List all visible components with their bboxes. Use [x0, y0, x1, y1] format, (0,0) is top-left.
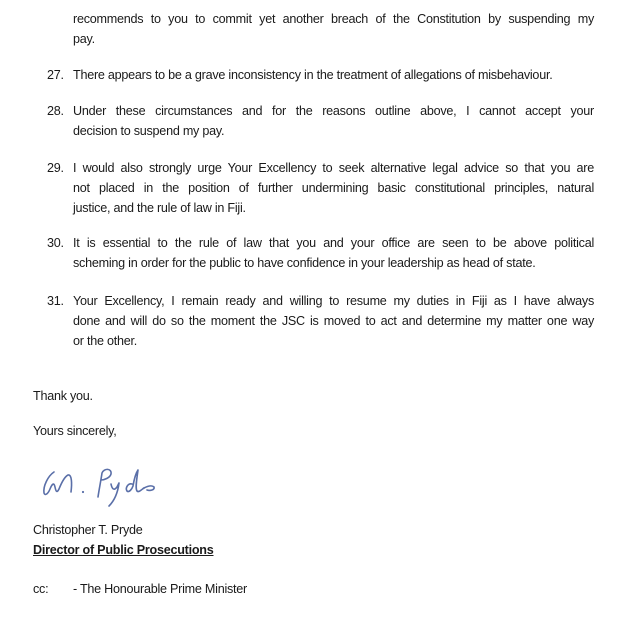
signature-image [38, 460, 168, 510]
paragraph-line: or the other. [73, 333, 137, 348]
paragraph-continued [73, 10, 594, 50]
paragraph-30 [47, 234, 594, 274]
paragraph-27 [47, 66, 594, 86]
paragraph-number: 29. [47, 161, 64, 175]
paragraph-line: Your Excellency, I remain ready and willing to resume my duties in Fiji as I have always [73, 294, 594, 308]
salutation-text: Yours sincerely, [33, 424, 117, 438]
paragraph-line: decision to suspend my pay. [73, 123, 225, 138]
paragraph-line: pay. [73, 31, 95, 46]
paragraph-line: Under these circumstances and for the reasons outline above, I cannot accept your [73, 104, 594, 118]
paragraph-number: 31. [47, 294, 64, 308]
signatory-title: Director of Public Prosecutions [33, 543, 214, 557]
paragraph-number: 27. [47, 68, 64, 82]
paragraph-number: 30. [47, 236, 64, 250]
closing-text: Thank you. [33, 389, 93, 403]
paragraph-29 [47, 159, 594, 218]
paragraph-line: scheming in order for the public to have confidence in your leadership as head of state. [73, 255, 536, 270]
paragraph-line: I would also strongly urge Your Excellency to seek alternative legal advice so that you are [73, 161, 594, 175]
paragraph-line: recommends to you to commit yet another breach of the Constitution by suspending my [73, 12, 594, 26]
paragraph-line: done and will do so the moment the JSC is moved to act and determine my matter one way [73, 313, 594, 328]
paragraph-line: justice, and the rule of law in Fiji. [73, 200, 246, 215]
paragraph-line: not placed in the position of further undermining basic constitutional principles, natural [73, 180, 594, 195]
cc-recipient: - The Honourable Prime Minister [73, 582, 247, 596]
cc-label: cc: [33, 582, 49, 596]
signatory-name: Christopher T. Pryde [33, 523, 143, 537]
paragraph-line: There appears to be a grave inconsistency in the treatment of allegations of misbehaviour. [73, 68, 553, 82]
paragraph-number: 28. [47, 104, 64, 118]
paragraph-31 [47, 292, 594, 351]
paragraph-line: It is essential to the rule of law that you and your office are seen to be above political [73, 236, 594, 250]
paragraph-28 [47, 102, 594, 142]
